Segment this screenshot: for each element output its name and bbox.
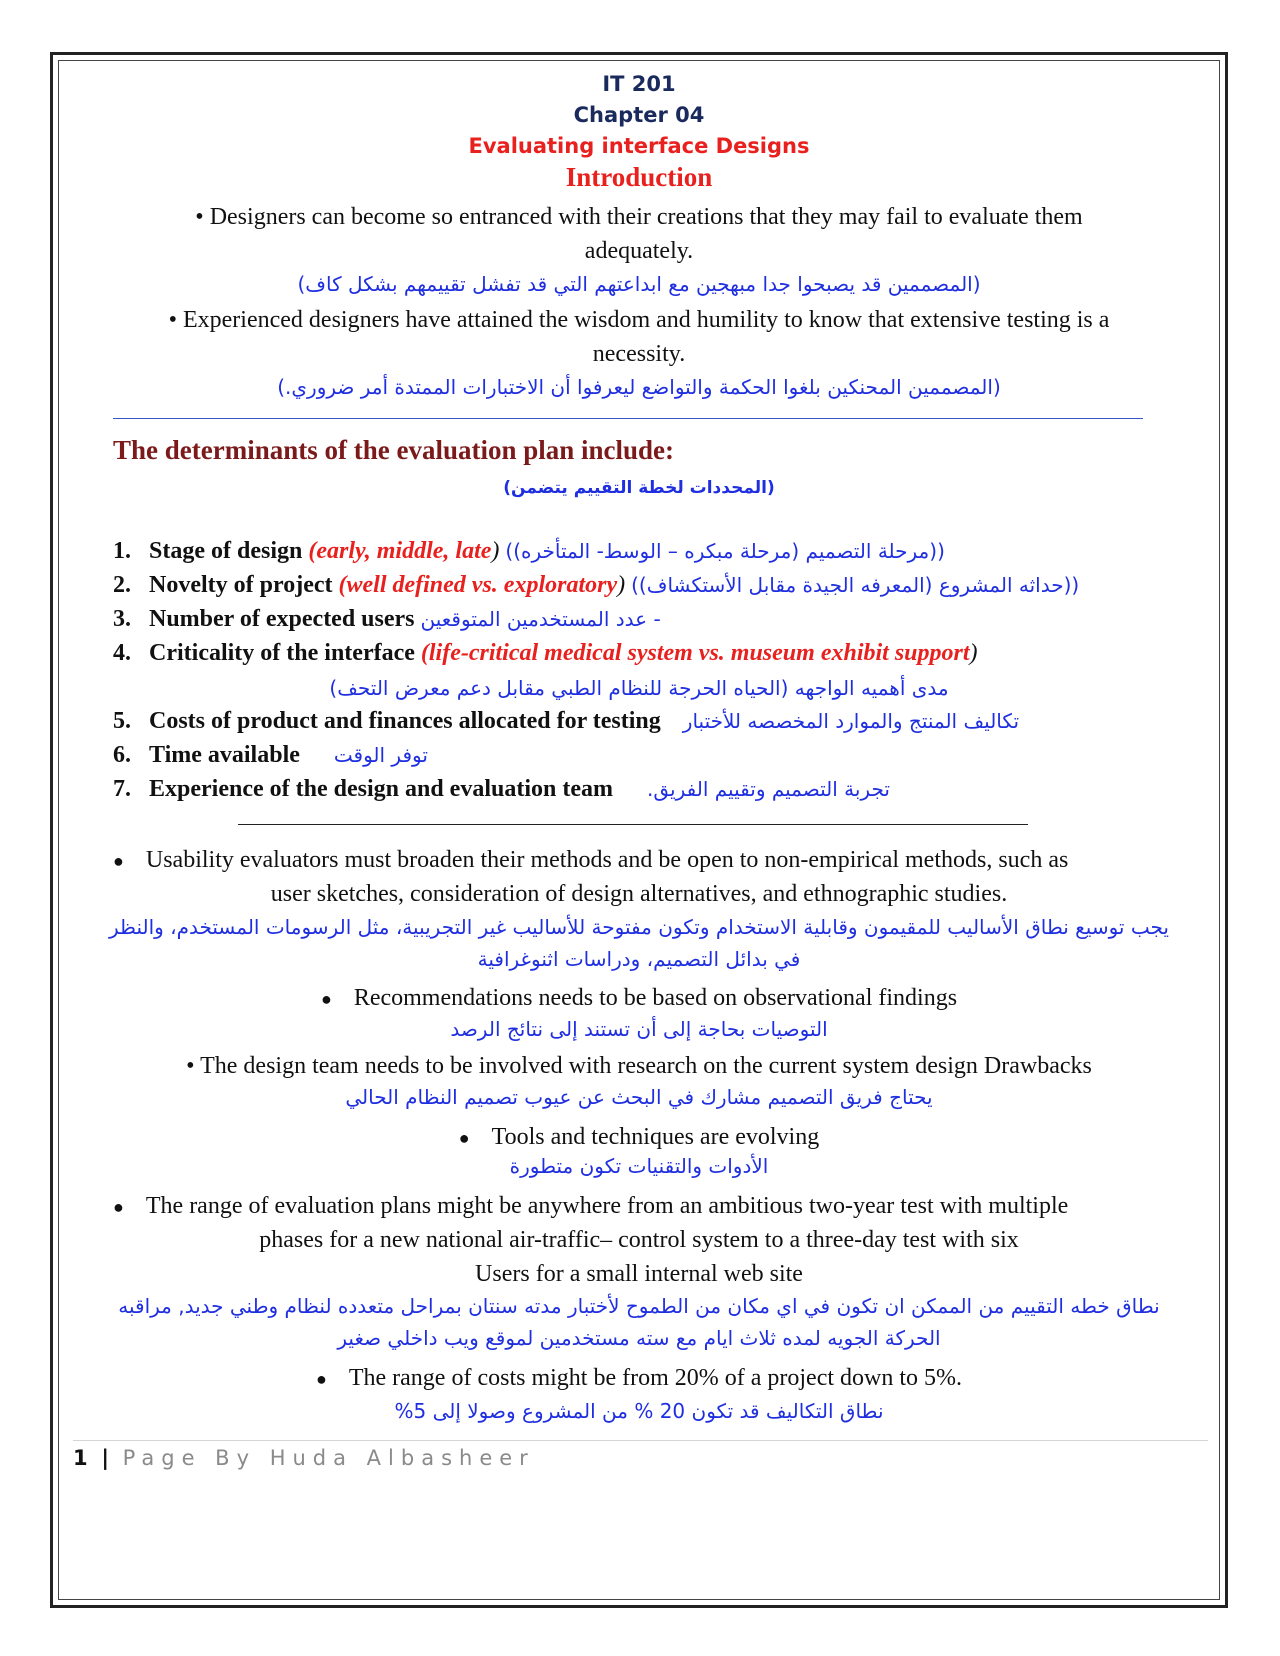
item-arabic: تكاليف المنتج والموارد المخصصه للأختبار xyxy=(682,709,1020,733)
item-arabic: تجربة التصميم وتقييم الفريق. xyxy=(646,777,890,801)
point-tools-arabic: الأدوات والتقنيات تكون متطورة xyxy=(509,1154,769,1178)
item-arabic: توفر الوقت xyxy=(333,743,428,767)
bullet-icon: ● xyxy=(113,1197,124,1217)
item-title: Time available xyxy=(149,742,300,768)
determinant-item-4-arabic: مدى أهميه الواجهه (الحياه الحرجة للنظام الطبي مقابل دعم معرض التحف) xyxy=(329,676,949,700)
footer-divider xyxy=(73,1440,1208,1441)
intro-p1-line2: adequately. xyxy=(584,238,694,264)
intro-p1-line1: • Designers can become so entranced with their creations that they may fail to evaluate them xyxy=(195,204,1083,230)
document-subtitle: Evaluating interface Designs xyxy=(468,134,810,158)
point-usability-line1: ● Usability evaluators must broaden their methods and be open to non-empirical methods, such as xyxy=(113,843,1193,878)
list-divider xyxy=(238,824,1028,825)
determinant-item-3: 3. Number of expected users - عدد المستخدمين المتوقعين xyxy=(113,606,661,632)
section-title: Introduction xyxy=(565,162,713,192)
determinant-item-2: 2. Novelty of project (well defined vs. exploratory) ((حداثه المشروع (المعرفه الجيدة مقابل الأستكشاف)) xyxy=(113,572,1080,598)
item-examples: (early, middle, late xyxy=(308,538,492,564)
item-title: Number of expected users xyxy=(149,606,415,632)
intro-p2-arabic: (المصممين المحنكين بلغوا الحكمة والتواضع ليعرفوا أن الاختبارات الممتدة أمر ضروري.) xyxy=(277,375,1001,399)
item-title: Stage of design xyxy=(149,538,303,564)
determinant-item-5: 5. Costs of product and finances allocated for testing تكاليف المنتج والموارد المخصصه للأختبار xyxy=(113,708,1020,734)
point-range-line1: ● The range of evaluation plans might be anywhere from an ambitious two-year test with multiple xyxy=(113,1189,1193,1224)
page-footer xyxy=(73,1446,535,1470)
item-title: Experience of the design and evaluation team xyxy=(149,776,613,802)
bullet-icon: ● xyxy=(315,1369,327,1389)
chapter-title: Chapter 04 xyxy=(573,103,705,127)
course-code: IT 201 xyxy=(602,72,676,96)
determinant-item-6: 6. Time available توفر الوقت xyxy=(113,742,428,768)
document-page xyxy=(58,60,1220,1600)
point-range-line3: Users for a small internal web site xyxy=(475,1261,803,1287)
determinants-heading-arabic: (المحددات لخطة التقييم يتضمن) xyxy=(503,478,775,498)
item-arabic: ((مرحلة التصميم (مرحلة مبكره – الوسط- المتأخره)) xyxy=(505,539,945,563)
point-recommendations: ● Recommendations needs to be based on observational findings xyxy=(58,981,1220,1016)
point-recommendations-arabic: التوصيات بحاجة إلى أن تستند إلى نتائج الرصد xyxy=(450,1017,828,1041)
determinants-heading: The determinants of the evaluation plan include: xyxy=(113,435,675,465)
bullet-icon: ● xyxy=(458,1128,470,1148)
determinant-item-1: 1. Stage of design (early, middle, late) ((مرحلة التصميم (مرحلة مبكره – الوسط- المتأخره)) xyxy=(113,538,945,564)
page-number: 1 xyxy=(73,1446,88,1470)
point-usability-arabic-2: في بدائل التصميم، ودراسات اثنوغرافية xyxy=(477,947,801,971)
item-arabic: - عدد المستخدمين المتوقعين xyxy=(420,607,661,631)
footer-author: Page By Huda Albasheer xyxy=(122,1446,535,1470)
section-divider xyxy=(113,418,1143,419)
footer-separator: | xyxy=(101,1446,109,1470)
intro-p1-arabic: (المصممين قد يصبحوا جدا مبهجين مع ابداعتهم التي قد تفشل تقييمهم بشكل كاف) xyxy=(297,272,981,296)
item-examples: (life-critical medical system vs. museum exhibit support xyxy=(420,640,970,666)
item-arabic: ((حداثه المشروع (المعرفه الجيدة مقابل الأستكشاف)) xyxy=(631,573,1080,597)
point-range-arabic-1: نطاق خطه التقييم من الممكن ان تكون في اي مكان من الطموح لأختبار مدته سنتان بمراحل متعدده لنظام وطني جديد, مراقبه xyxy=(118,1294,1160,1318)
determinant-item-4: 4. Criticality of the interface (life-critical medical system vs. museum exhibit support) xyxy=(113,640,978,666)
point-costs: ● The range of costs might be from 20% of a project down to 5%. xyxy=(58,1361,1220,1396)
point-design-team-arabic: يحتاج فريق التصميم مشارك في البحث عن عيوب تصميم النظام الحالي xyxy=(345,1085,933,1109)
point-costs-arabic: نطاق التكاليف قد تكون 20 % من المشروع وصولا إلى 5% xyxy=(394,1399,884,1423)
item-title: Criticality of the interface xyxy=(149,640,415,666)
point-usability-arabic-1: يجب توسيع نطاق الأساليب للمقيمون وقابلية الاستخدام وتكون مفتوحة للأساليب غير التجريبية، مثل الرسومات المستخدم، والنظر xyxy=(109,915,1169,939)
point-range-arabic-2: الحركة الجويه لمده ثلاث ايام مع سته مستخدمين لموقع ويب داخلي صغير xyxy=(337,1326,941,1350)
determinant-item-7: 7. Experience of the design and evaluation team تجربة التصميم وتقييم الفريق. xyxy=(113,776,890,802)
item-examples: (well defined vs. exploratory xyxy=(338,572,618,598)
item-title: Novelty of project xyxy=(149,572,333,598)
point-tools: ● Tools and techniques are evolving xyxy=(58,1120,1220,1155)
bullet-icon: ● xyxy=(113,851,124,871)
point-range-line2: phases for a new national air-traffic– control system to a three-day test with six xyxy=(259,1227,1019,1253)
item-title: Costs of product and finances allocated for testing xyxy=(149,708,661,734)
intro-p2-line1: • Experienced designers have attained the wisdom and humility to know that extensive testing is a xyxy=(168,307,1110,333)
intro-p2-line2: necessity. xyxy=(592,341,686,367)
bullet-icon: ● xyxy=(320,989,332,1009)
point-usability-line2: user sketches, consideration of design alternatives, and ethnographic studies. xyxy=(270,881,1008,907)
point-design-team: • The design team needs to be involved with research on the current system design Drawbacks xyxy=(186,1053,1092,1079)
